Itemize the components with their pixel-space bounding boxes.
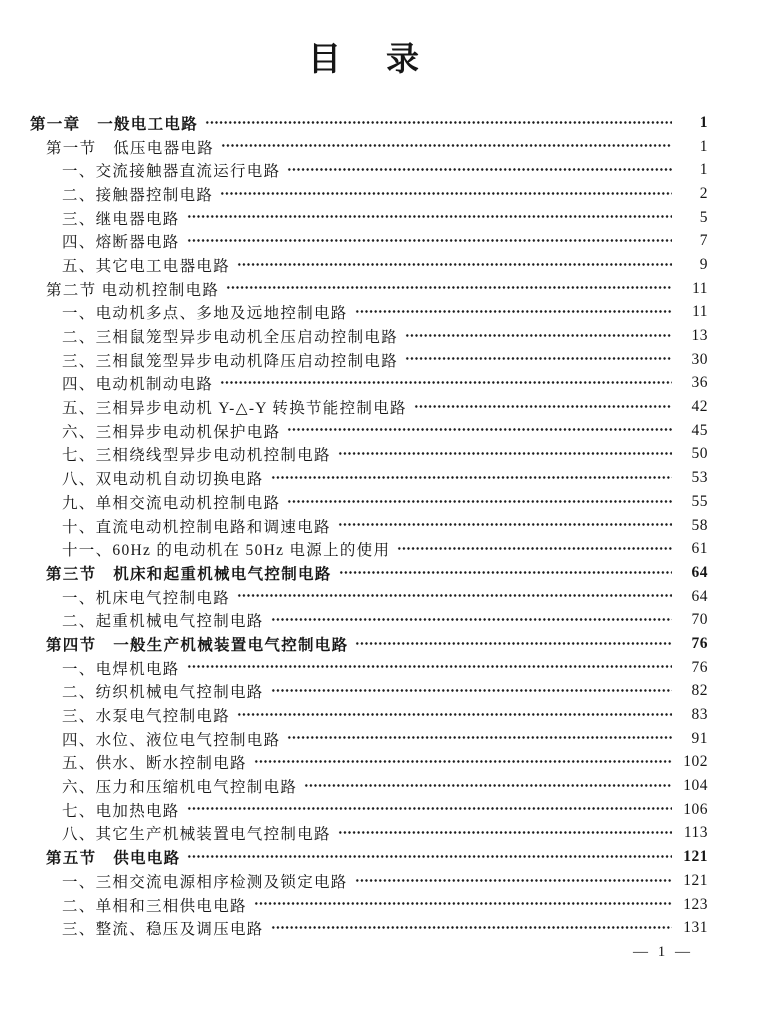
toc-row <box>0 182 708 206</box>
toc-row <box>0 774 708 798</box>
toc-entry-label: 二、纺织机械电气控制电路 <box>62 684 264 702</box>
toc-row <box>0 514 708 538</box>
toc-page-number: 131 <box>683 919 708 937</box>
toc-page-number: 58 <box>691 516 708 534</box>
toc-row <box>0 111 708 135</box>
toc-entry-label: 一、电动机多点、多地及远地控制电路 <box>62 305 348 323</box>
toc-entry-label: 第五节 供电电路 <box>46 850 181 868</box>
toc-entry-label: 三、三相鼠笼型异步电动机降压启动控制电路 <box>62 352 399 370</box>
dotted-leader <box>271 916 672 940</box>
toc-entry-label: 五、其它电工电器电路 <box>62 257 231 275</box>
dotted-leader <box>287 419 672 443</box>
toc-page-number: 76 <box>691 634 708 652</box>
dotted-leader <box>187 798 672 822</box>
dotted-leader <box>187 206 672 230</box>
dotted-leader <box>287 158 672 182</box>
toc-entry-label: 第三节 机床和起重机械电气控制电路 <box>46 565 332 583</box>
toc-row <box>0 869 708 893</box>
toc-entry-label: 三、整流、稳压及调压电路 <box>62 921 264 939</box>
toc-page-number: 30 <box>691 350 708 368</box>
toc-entry-label: 一、电焊机电路 <box>62 660 180 678</box>
toc-row <box>0 632 708 656</box>
toc-page-number: 104 <box>683 777 708 795</box>
toc-entry-label: 二、接触器控制电路 <box>62 186 214 204</box>
toc-entry-label: 七、三相绕线型异步电动机控制电路 <box>62 447 331 465</box>
toc-row <box>0 229 708 253</box>
toc-row <box>0 893 708 917</box>
toc-row <box>0 466 708 490</box>
toc-row <box>0 585 708 609</box>
dotted-leader <box>187 845 672 869</box>
toc-row <box>0 348 708 372</box>
toc-entry-label: 四、熔断器电路 <box>62 234 180 252</box>
toc-row <box>0 845 708 869</box>
toc-page-number: 1 <box>699 137 708 155</box>
footer-page-number: — 1 — <box>633 944 693 960</box>
toc-page-number: 55 <box>691 492 708 510</box>
toc-page-number: 64 <box>691 563 708 581</box>
toc-row <box>0 253 708 277</box>
toc-entry-label: 第四节 一般生产机械装置电气控制电路 <box>46 636 349 654</box>
toc-row <box>0 135 708 159</box>
toc-row <box>0 443 708 467</box>
toc-entry-label: 第二节 电动机控制电路 <box>46 281 220 299</box>
toc-page-number: 2 <box>699 184 708 202</box>
dotted-leader <box>338 822 672 846</box>
toc-page-number: 13 <box>691 327 708 345</box>
toc-page-number: 1 <box>699 161 708 179</box>
dotted-leader <box>355 869 672 893</box>
toc-page-number: 70 <box>691 611 708 629</box>
toc-row <box>0 916 708 940</box>
toc-page-number: 5 <box>699 208 708 226</box>
toc-entry-label: 二、三相鼠笼型异步电动机全压启动控制电路 <box>62 329 399 347</box>
toc-row <box>0 537 708 561</box>
toc-entry-label: 九、单相交流电动机控制电路 <box>62 494 281 512</box>
toc-entry-label: 第一节 低压电器电路 <box>46 139 215 157</box>
dotted-leader <box>187 656 672 680</box>
toc-entry-label: 十、直流电动机控制电路和调速电路 <box>62 518 331 536</box>
dotted-leader <box>287 727 672 751</box>
toc-row <box>0 751 708 775</box>
toc-entry-label: 一、交流接触器直流运行电路 <box>62 163 281 181</box>
dotted-leader <box>355 632 672 656</box>
dotted-leader <box>287 490 672 514</box>
dotted-leader <box>397 537 672 561</box>
dotted-leader <box>304 774 672 798</box>
toc-page-number: 53 <box>691 469 708 487</box>
dotted-leader <box>205 111 672 135</box>
dotted-leader <box>226 277 672 301</box>
toc-row <box>0 656 708 680</box>
toc-entry-label: 一、三相交流电源相序检测及锁定电路 <box>62 873 348 891</box>
dotted-leader <box>254 893 672 917</box>
toc-row <box>0 798 708 822</box>
toc-entry-label: 六、压力和压缩机电气控制电路 <box>62 779 298 797</box>
dotted-leader <box>355 301 672 325</box>
toc-entry-label: 四、水位、液位电气控制电路 <box>62 731 281 749</box>
toc-page-number: 42 <box>691 398 708 416</box>
toc-page-number: 91 <box>691 729 708 747</box>
toc-row <box>0 703 708 727</box>
dotted-leader <box>237 585 672 609</box>
dotted-leader <box>254 751 672 775</box>
dotted-leader <box>405 348 672 372</box>
toc-page-number: 121 <box>683 848 708 866</box>
toc-page-number: 1 <box>699 113 708 131</box>
toc-page-number: 106 <box>683 800 708 818</box>
dotted-leader <box>271 466 672 490</box>
dotted-leader <box>237 703 672 727</box>
toc-entry-label: 八、双电动机自动切换电路 <box>62 471 264 489</box>
dotted-leader <box>414 395 672 419</box>
toc-page-number: 121 <box>683 871 708 889</box>
toc-row <box>0 561 708 585</box>
toc-row <box>0 822 708 846</box>
toc-entry-label: 二、单相和三相供电电路 <box>62 897 247 915</box>
toc-row <box>0 206 708 230</box>
toc-entry-label: 五、供水、断水控制电路 <box>62 755 247 773</box>
toc-page-number: 123 <box>683 895 708 913</box>
toc-row <box>0 372 708 396</box>
dotted-leader <box>220 182 672 206</box>
dotted-leader <box>237 253 672 277</box>
toc-page-number: 45 <box>691 421 708 439</box>
toc-page-number: 11 <box>692 303 708 321</box>
dotted-leader <box>271 608 672 632</box>
dotted-leader <box>338 443 672 467</box>
toc-entry-label: 十一、60Hz 的电动机在 50Hz 电源上的使用 <box>62 542 391 560</box>
toc-page-number: 102 <box>683 753 708 771</box>
toc-entry-label: 七、电加热电路 <box>62 802 180 820</box>
toc-page-number: 61 <box>691 540 708 558</box>
toc-row <box>0 158 708 182</box>
toc-page-number: 83 <box>691 706 708 724</box>
toc-page-number: 11 <box>692 279 708 297</box>
toc-entry-label: 八、其它生产机械装置电气控制电路 <box>62 826 331 844</box>
toc-row <box>0 490 708 514</box>
toc-entry-label: 四、电动机制动电路 <box>62 376 214 394</box>
toc-row <box>0 301 708 325</box>
toc-row <box>0 419 708 443</box>
toc-entry-label: 三、继电器电路 <box>62 210 180 228</box>
toc-row <box>0 277 708 301</box>
toc-row <box>0 324 708 348</box>
dotted-leader <box>187 229 672 253</box>
toc-page-number: 36 <box>691 374 708 392</box>
toc-row <box>0 727 708 751</box>
toc-page-number: 113 <box>683 824 708 842</box>
toc-entry-label: 第一章 一般电工电路 <box>30 115 199 133</box>
dotted-leader <box>338 514 672 538</box>
toc-list <box>0 111 708 940</box>
toc-page-number: 7 <box>699 232 708 250</box>
toc-page-number: 9 <box>699 255 708 273</box>
toc-page-number: 82 <box>691 682 708 700</box>
dotted-leader <box>339 561 672 585</box>
toc-row <box>0 680 708 704</box>
toc-entry-label: 一、机床电气控制电路 <box>62 589 231 607</box>
dotted-leader <box>221 135 672 159</box>
toc-page-number: 50 <box>691 445 708 463</box>
dotted-leader <box>220 372 672 396</box>
toc-entry-label: 六、三相异步电动机保护电路 <box>62 423 281 441</box>
toc-row <box>0 395 708 419</box>
page-title: 目 录 <box>308 42 425 78</box>
toc-entry-label: 三、水泵电气控制电路 <box>62 708 231 726</box>
toc-entry-label: 二、起重机械电气控制电路 <box>62 613 264 631</box>
toc-row <box>0 608 708 632</box>
toc-entry-label: 五、三相异步电动机 Y-△-Y 转换节能控制电路 <box>62 400 407 418</box>
dotted-leader <box>405 324 672 348</box>
toc-page-number: 64 <box>691 587 708 605</box>
toc-page-number: 76 <box>691 658 708 676</box>
dotted-leader <box>271 680 672 704</box>
